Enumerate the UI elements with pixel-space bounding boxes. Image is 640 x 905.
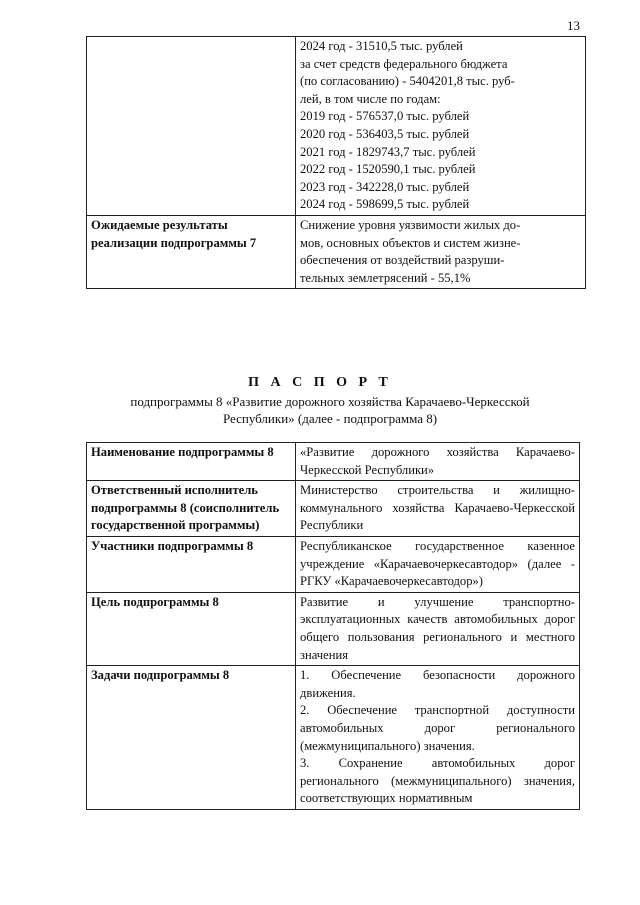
participants-label: Участники подпрограммы 8 <box>87 536 296 592</box>
table-row <box>87 481 580 537</box>
participants-value: Республиканское государственное казенное учреждение «Карачаевочеркесавтодор» (далее - РГКУ «Карачаевочеркесавтодор») <box>296 536 580 592</box>
name-label: Наименование подпрограммы 8 <box>87 443 296 481</box>
funding-line: 2020 год - 536403,5 тыс. рублей <box>300 126 470 141</box>
row-label <box>87 37 296 216</box>
funding-line: 2022 год - 1520590,1 тыс. рублей <box>300 162 476 177</box>
passport-subtitle: подпрограммы 8 «Развитие дорожного хозяйства Карачаево-Черкесской Республики» (далее - подпрограмма 8) <box>130 394 530 426</box>
table-row <box>87 37 586 216</box>
result-line: Снижение уровня уязвимости жилых до- <box>300 217 521 232</box>
table-row <box>87 666 580 810</box>
expected-results-cell <box>296 215 586 288</box>
table-row <box>87 215 586 288</box>
subprogram-7-table <box>86 36 586 289</box>
funding-line: за счет средств федерального бюджета <box>300 56 508 71</box>
expected-results-label: Ожидаемые результаты реализации подпрограммы 7 <box>87 215 296 288</box>
subprogram-8-passport-table <box>86 442 580 810</box>
funding-line: 2023 год - 342228,0 тыс. рублей <box>300 179 470 194</box>
result-line: мов, основных объектов и систем жизне- <box>300 235 521 250</box>
goal-label: Цель подпрограммы 8 <box>87 592 296 665</box>
funding-line: 2021 год - 1829743,7 тыс. рублей <box>300 144 476 159</box>
tasks-label: Задачи подпрограммы 8 <box>87 666 296 810</box>
funding-cell <box>296 37 586 216</box>
task-item: 3. Сохранение автомобильных дорог регионального (межмуниципального) значения, соответствующих нормативным <box>300 756 575 806</box>
executor-label: Ответственный исполнитель подпрограммы 8 (соисполнитель государственной программы) <box>87 481 296 537</box>
table-row <box>87 536 580 592</box>
page-number: 13 <box>567 18 580 33</box>
funding-line: 2024 год - 598699,5 тыс. рублей <box>300 197 470 212</box>
result-line: обеспечения от воздействий разруши- <box>300 253 505 268</box>
task-item: 2. Обеспечение транспортной доступности автомобильных дорог регионального (межмуниципального) значения. <box>300 703 575 753</box>
funding-line: 2024 год - 31510,5 тыс. рублей <box>300 39 463 53</box>
funding-line: лей, в том числе по годам: <box>300 91 441 106</box>
executor-value: Министерство строительства и жилищно-коммунального хозяйства Карачаево-Черкесской Республики <box>296 481 580 537</box>
name-value: «Развитие дорожного хозяйства Карачаево-Черкесской Республики» <box>296 443 580 481</box>
tasks-value <box>296 666 580 810</box>
funding-line: (по согласованию) - 5404201,8 тыс. руб- <box>300 74 515 89</box>
table-row <box>87 592 580 665</box>
result-line: тельных землетрясений - 55,1% <box>300 270 471 285</box>
goal-value: Развитие и улучшение транспортно-эксплуатационных качеств автомобильных дорог общего пользования регионального и местного значения <box>296 592 580 665</box>
funding-line: 2019 год - 576537,0 тыс. рублей <box>300 109 470 124</box>
table-row <box>87 443 580 481</box>
passport-title: П А С П О Р Т <box>248 375 392 390</box>
task-item: 1. Обеспечение безопасности дорожного движения. <box>300 668 575 700</box>
